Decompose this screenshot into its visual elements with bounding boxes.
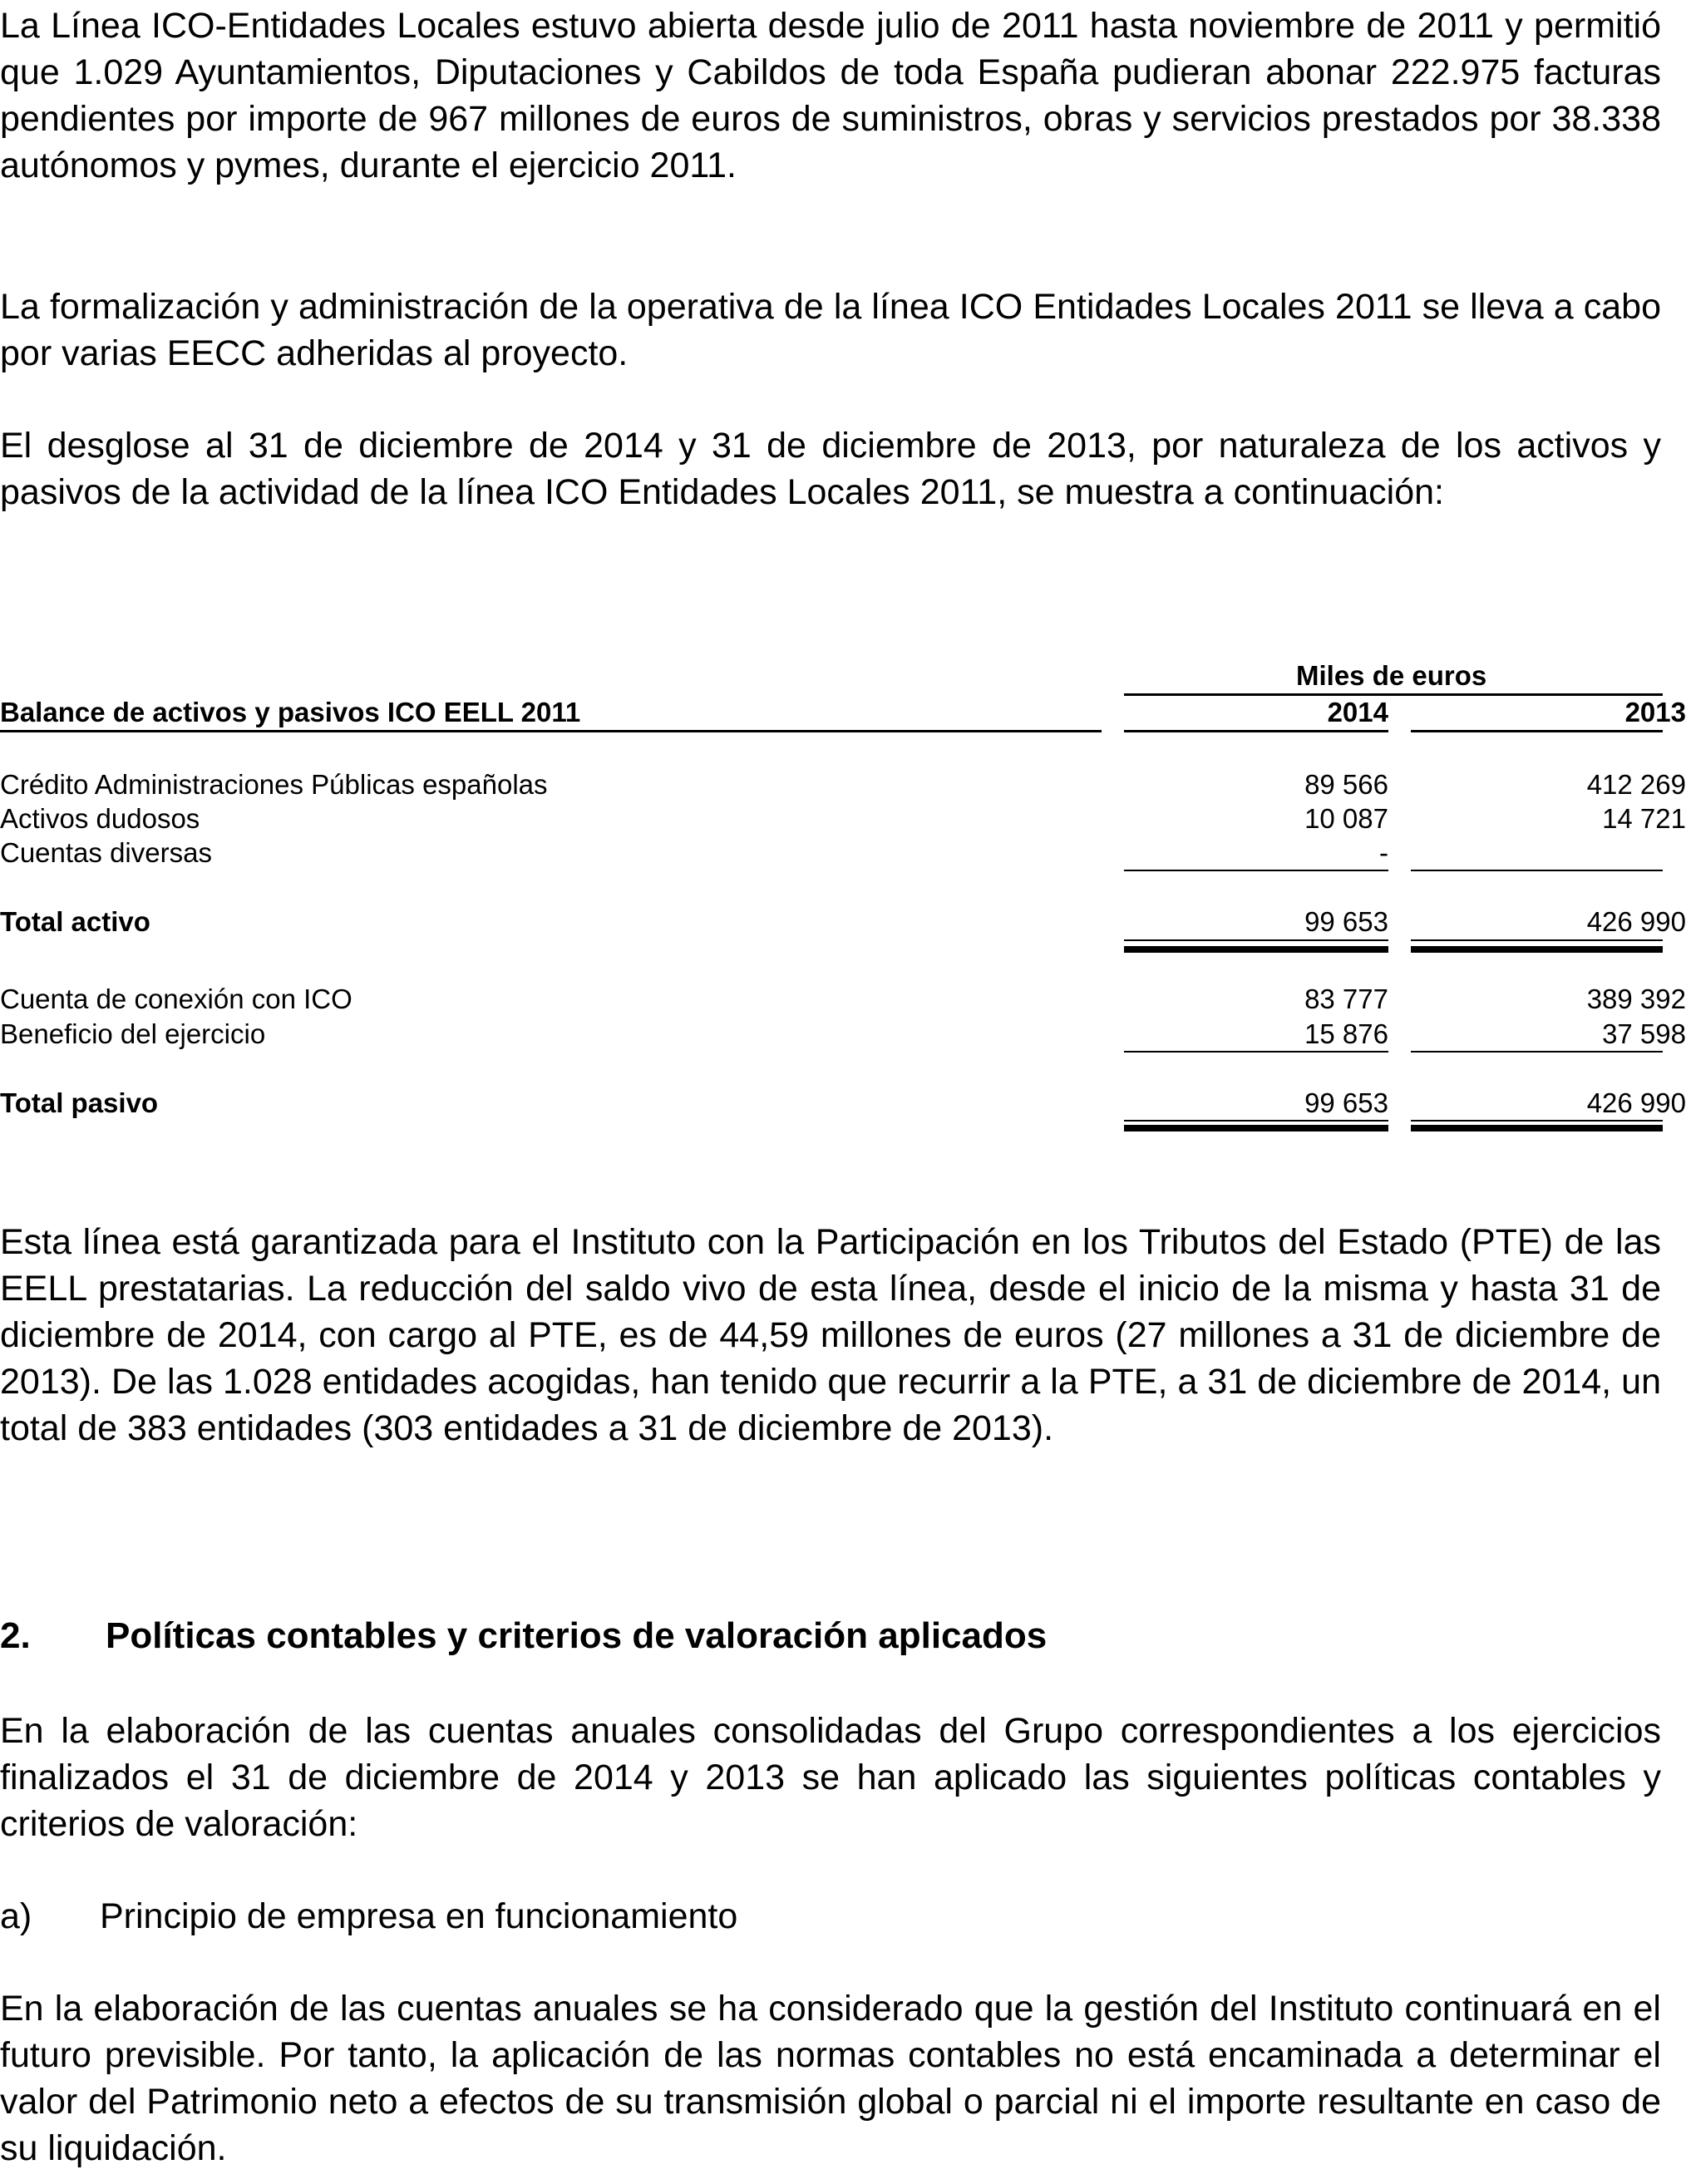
table-row-label: Cuenta de conexión con ICO [0, 984, 352, 1014]
total-liabilities-2014: 99 653 [1304, 1087, 1388, 1118]
subtotal-rule-2014 [1124, 870, 1388, 871]
section-number: 2. [0, 1615, 31, 1656]
total-double-rule-2013 [1411, 1125, 1663, 1131]
paragraph-breakdown-intro: El desglose al 31 de diciembre de 2014 y 31 de diciembre de 2013, por naturaleza de los activos y pasivos de la actividad de la línea ICO Entidades Locales 2011, se muestra a continuación: [0, 426, 1661, 512]
subsection-title: Principio de empresa en funcionamiento [100, 1896, 738, 1936]
table-cell-2014: 89 566 [1304, 769, 1388, 800]
total-assets-label: Total activo [0, 906, 150, 937]
year-header-2013: 2013 [1624, 697, 1686, 727]
paragraph-policies-intro: En la elaboración de las cuentas anuales consolidadas del Grupo correspondientes a los ejercicios finalizados el 31 de diciembre de 2014 y 2013 se han aplicado las siguientes políticas contables y criterios de valoración: [0, 1711, 1661, 1844]
total-double-rule-2014 [1124, 946, 1388, 953]
subsection-letter: a) [0, 1896, 32, 1936]
year-header-2014: 2014 [1327, 697, 1388, 727]
unit-header: Miles de euros [1296, 660, 1487, 691]
paragraph-guarantee: Esta línea está garantizada para el Instituto con la Participación en los Tributos del Estado (PTE) de las EELL prestatarias. La reducción del saldo vivo de esta línea, desde el inicio de la misma y hasta 31 de diciembre de 2014, con cargo al PTE, es de 44,59 millones de euros (27 millones a 31 de diciembre de 2013). De las 1.028 entidades acogidas, han tenido que recurrir a la PTE, a 31 de diciembre de 2014, un total de 383 entidades (303 entidades a 31 de diciembre de 2013). [0, 1222, 1661, 1448]
total-liabilities-2013: 426 990 [1586, 1087, 1686, 1118]
total-assets-2013: 426 990 [1586, 906, 1686, 937]
table-cell-2013: 14 721 [1602, 803, 1686, 834]
total-rule-2014 [1124, 939, 1388, 941]
total-rule-2013 [1411, 939, 1663, 941]
paragraph-intro: La Línea ICO-Entidades Locales estuvo abierta desde julio de 2011 hasta noviembre de 2011 y permitió que 1.029 Ayuntamientos, Diputaciones y Cabildos de toda España pudieran abonar 222.975 facturas pendientes por importe de 967 millones de euros de suministros, obras y servicios prestados por 38.338 autónomos y pymes, durante el ejercicio 2011. [0, 6, 1661, 185]
table-cell-2014: - [1379, 837, 1388, 868]
total-double-rule-2014 [1124, 1125, 1388, 1131]
table-row-label: Activos dudosos [0, 803, 200, 834]
year-rule-2013 [1411, 730, 1663, 732]
table-row-label: Beneficio del ejercicio [0, 1018, 266, 1049]
paragraph-going-concern: En la elaboración de las cuentas anuales se ha considerado que la gestión del Instituto continuará en el futuro previsible. Por tanto, la aplicación de las normas contables no está encaminada a determinar el valor del Patrimonio neto a efectos de su transmisión global o parcial ni el importe resultante en caso de su liquidación. [0, 1989, 1661, 2168]
table-title: Balance de activos y pasivos ICO EELL 2011 [0, 697, 581, 727]
section-title: Políticas contables y criterios de valoración aplicados [106, 1615, 1048, 1656]
table-row-label: Crédito Administraciones Públicas españolas [0, 769, 548, 800]
total-liabilities-label: Total pasivo [0, 1087, 159, 1118]
subtotal-rule-2013 [1411, 1051, 1663, 1053]
table-cell-2014: 10 087 [1304, 803, 1388, 834]
total-double-rule-2013 [1411, 946, 1663, 953]
total-rule-2013 [1411, 1120, 1663, 1122]
table-cell-2013: 37 598 [1602, 1018, 1686, 1049]
total-rule-2014 [1124, 1120, 1388, 1122]
table-cell-2013: 389 392 [1586, 984, 1686, 1014]
table-row-label: Cuentas diversas [0, 837, 212, 868]
year-rule-2014 [1124, 730, 1388, 732]
paragraph-formalization: La formalización y administración de la operativa de la línea ICO Entidades Locales 2011 se lleva a cabo por varias EECC adheridas al proyecto. [0, 287, 1661, 373]
total-assets-2014: 99 653 [1304, 906, 1388, 937]
subtotal-rule-2013 [1411, 870, 1663, 871]
table-cell-2013: 412 269 [1586, 769, 1686, 800]
title-rule [0, 730, 1102, 732]
table-cell-2014: 15 876 [1304, 1018, 1388, 1049]
table-cell-2014: 83 777 [1304, 984, 1388, 1014]
subtotal-rule-2014 [1124, 1051, 1388, 1053]
